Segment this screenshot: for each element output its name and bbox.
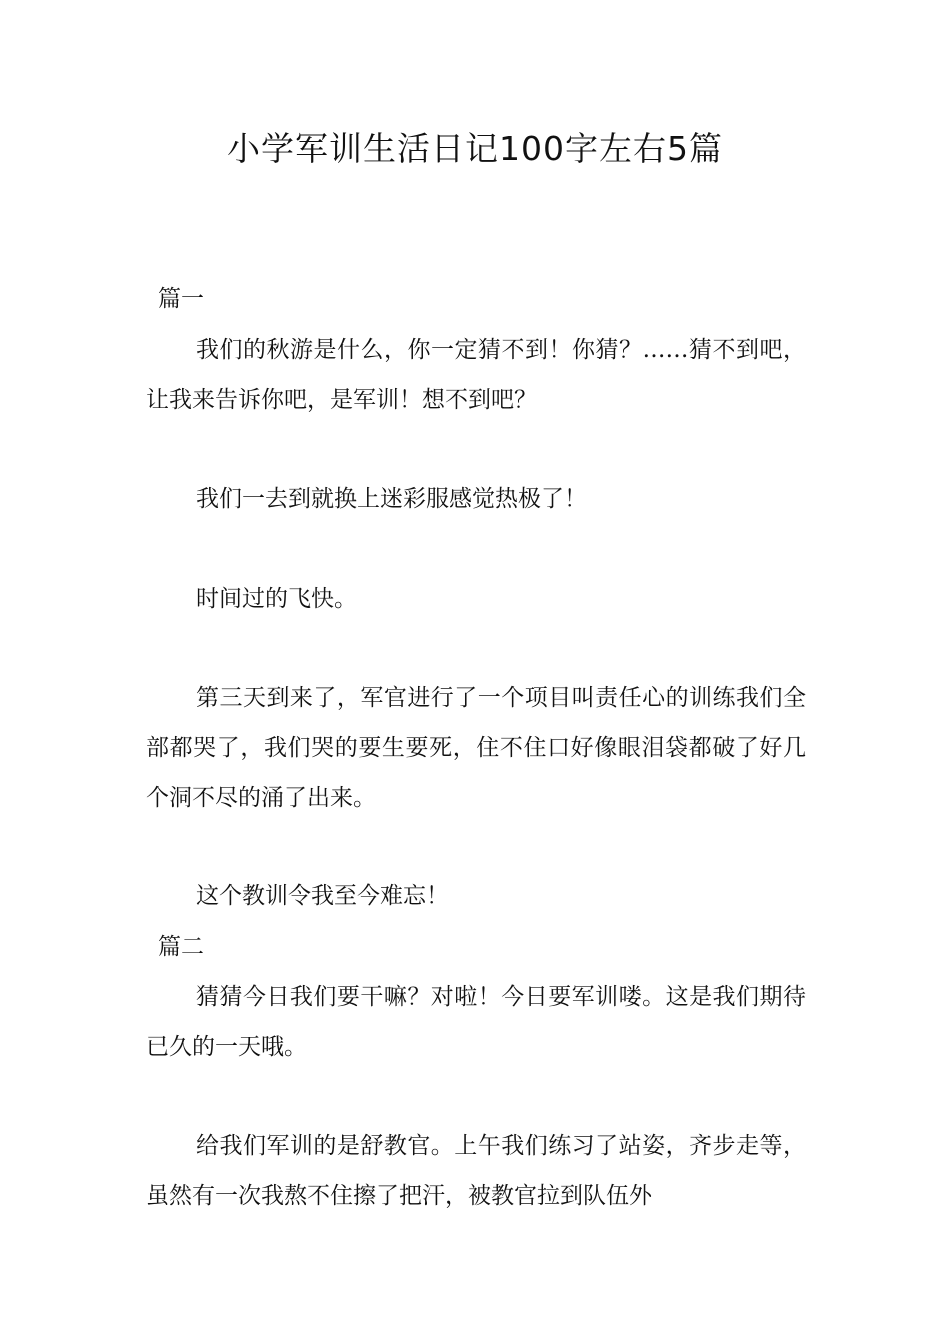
paragraph: 时间过的飞快。: [196, 586, 357, 612]
document-title: 小学军训生活日记100字左右5篇: [227, 129, 723, 168]
paragraph: 这个教训令我至今难忘！: [196, 883, 449, 909]
paragraph: 给我们军训的是舒教官。上午我们练习了站姿，齐步走等，虽然有一次我熬不住擦了把汗，被教官拉到队伍外: [146, 1133, 806, 1209]
paragraph: 猜猜今日我们要干嘛？对啦！今日要军训喽。这是我们期待已久的一天哦。: [146, 984, 806, 1060]
section-heading-2: 篇二: [158, 934, 204, 960]
paragraph: 我们的秋游是什么，你一定猜不到！你猜？……猜不到吧，让我来告诉你吧，是军训！想不到吧？: [146, 337, 806, 413]
paragraph: 第三天到来了，军官进行了一个项目叫责任心的训练我们全部都哭了，我们哭的要生要死，住不住口好像眼泪袋都破了好几个洞不尽的涌了出来。: [146, 685, 806, 811]
section-heading-1: 篇一: [158, 286, 204, 312]
paragraph: 我们一去到就换上迷彩服感觉热极了！: [196, 486, 587, 512]
